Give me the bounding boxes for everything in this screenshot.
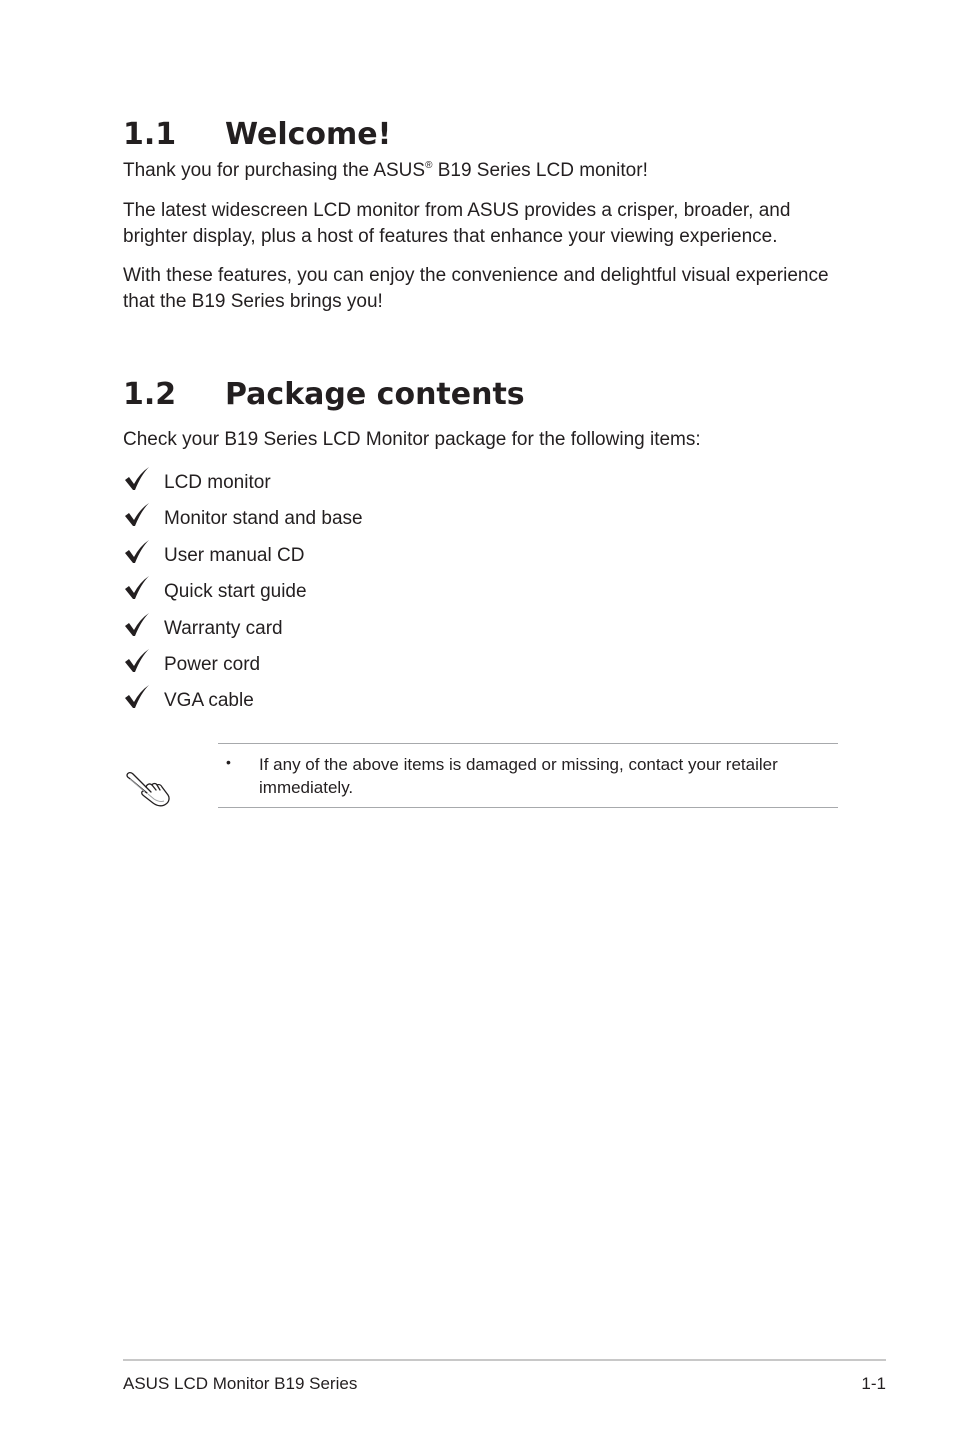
section-number: 1.1 xyxy=(123,117,177,152)
section-heading-welcome xyxy=(123,117,391,153)
footer-title: ASUS LCD Monitor B19 Series xyxy=(123,1374,358,1393)
page-number: 1-1 xyxy=(861,1374,886,1393)
checkmark-icon xyxy=(124,502,150,528)
checkmark-icon xyxy=(124,612,150,638)
list-item-label: Quick start guide xyxy=(164,581,307,603)
note-bullet: • xyxy=(226,754,231,770)
note-box xyxy=(218,743,838,808)
welcome-paragraph-3: With these features, you can enjoy the convenience and delightful visual experience that the B19 Series brings you! xyxy=(123,265,829,312)
section-heading-package-contents xyxy=(123,377,525,413)
hand-pointer-icon xyxy=(124,770,172,808)
list-item-label: Power cord xyxy=(164,653,261,675)
checkmark-icon xyxy=(124,684,150,710)
checkmark-icon xyxy=(124,539,150,565)
package-intro: Check your B19 Series LCD Monitor package for the following items: xyxy=(123,429,701,450)
welcome-paragraph-1: Thank you for purchasing the ASUS® B19 Series LCD monitor! xyxy=(123,160,648,181)
note-text: If any of the above items is damaged or missing, contact your retailer immediately. xyxy=(259,755,778,797)
section-title: Welcome! xyxy=(225,117,392,152)
checkmark-icon xyxy=(124,575,150,601)
list-item-label: Monitor stand and base xyxy=(164,508,363,530)
list-item-label: User manual CD xyxy=(164,544,305,566)
list-item-label: Warranty card xyxy=(164,617,283,639)
checkmark-icon xyxy=(124,648,150,674)
footer-divider xyxy=(123,1359,886,1361)
section-title: Package contents xyxy=(225,377,525,412)
welcome-paragraph-2: The latest widescreen LCD monitor from ASUS provides a crisper, broader, and brighter display, plus a host of features that enhance your viewing experience. xyxy=(123,200,791,247)
list-item-label: LCD monitor xyxy=(164,472,271,493)
checkmark-icon xyxy=(124,466,150,492)
registered-mark: ® xyxy=(425,160,433,171)
list-item-label: VGA cable xyxy=(164,690,254,712)
section-number: 1.2 xyxy=(123,377,177,412)
